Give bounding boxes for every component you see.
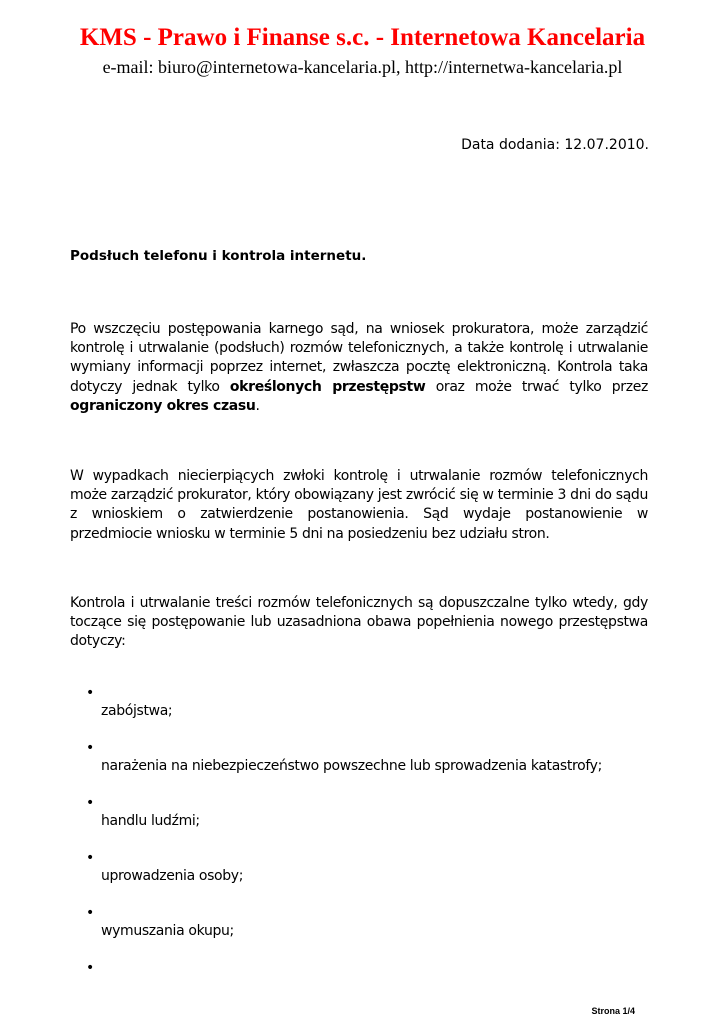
bullet-icon: • bbox=[86, 850, 95, 866]
letterhead-contact: e-mail: biuro@internetowa-kancelaria.pl, http://internetwa-kancelaria.pl bbox=[102, 57, 623, 77]
list-item-text: wymuszania okupu; bbox=[101, 923, 234, 939]
paragraph-2: W wypadkach niecierpiących zwłoki kontrolę i utrwalanie rozmów telefonicznych może zarządzić prokurator, który obowiązany jest zwrócić się w terminie 3 dni do sądu z wnioskiem o zatwierdzenie postanowienia. Sąd wydaje postanowienie w przedmiocie wniosku w terminie 5 dni na posiedzeniu bez udziału stron. bbox=[70, 468, 648, 542]
letterhead-title: KMS - Prawo i Finanse s.c. - Internetowa Kancelaria bbox=[79, 24, 646, 51]
paragraph-1-bold-a: określonych przestępstw bbox=[229, 378, 426, 395]
list-item-text: narażenia na niebezpieczeństwo powszechne lub sprowadzenia katastrofy; bbox=[101, 758, 602, 774]
list-item-text: handlu ludźmi; bbox=[101, 813, 200, 829]
bullet-icon: • bbox=[86, 795, 95, 811]
paragraph-1-text-c: . bbox=[255, 397, 260, 414]
paragraph-3: Kontrola i utrwalanie treści rozmów telefonicznych są dopuszczalne tylko wtedy, gdy toczące się postępowanie lub uzasadniona obawa popełnienia nowego przestępstwa dotyczy: bbox=[70, 595, 648, 650]
paragraph-1-text-b: oraz może trwać tylko przez bbox=[425, 378, 648, 395]
bullet-icon: • bbox=[86, 905, 95, 921]
list-item-text: zabójstwa; bbox=[101, 703, 173, 719]
date-added: Data dodania: 12.07.2010. bbox=[461, 137, 649, 153]
page-number: Strona 1/4 bbox=[591, 1006, 635, 1016]
bullet-icon: • bbox=[86, 685, 95, 701]
bullet-icon: • bbox=[86, 740, 95, 756]
bullet-icon: • bbox=[86, 960, 95, 976]
paragraph-1 bbox=[70, 320, 648, 416]
paragraph-1-bold-b: ograniczony okres czasu bbox=[70, 397, 256, 414]
list-item-text: uprowadzenia osoby; bbox=[101, 868, 244, 884]
paragraph-1-text-a: Po wszczęciu postępowania karnego sąd, na wniosek prokuratora, może zarządzić kontrolę i utrwalanie (podsłuch) rozmów telefonicznych, a także kontrolę i utrwalanie wymiany informacji poprzez internet, zwłaszcza pocztę elektroniczną. Kontrola taka dotyczy jednak tylko bbox=[70, 321, 648, 395]
document-title: Podsłuch telefonu i kontrola internetu. bbox=[70, 248, 367, 264]
